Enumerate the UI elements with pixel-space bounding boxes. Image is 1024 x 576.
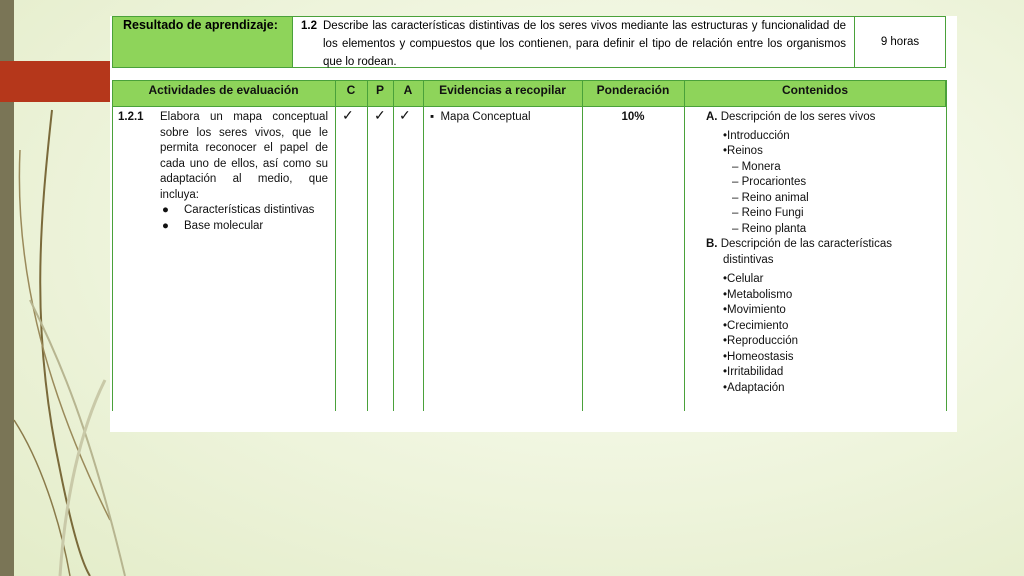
th-activities: Actividades de evaluación <box>148 83 299 97</box>
contents-item: •Introducción <box>723 129 790 142</box>
col-line <box>367 80 368 411</box>
contents-item: •Metabolismo <box>723 288 793 301</box>
activity-item: ● Características distintivas <box>162 204 315 216</box>
contents-item: •Reinos <box>723 145 763 157</box>
a-check: ✓ <box>399 107 411 123</box>
contents-a-title: A. Descripción de los seres vivos <box>706 111 876 123</box>
col-line <box>335 80 336 411</box>
activity-cell <box>160 110 328 234</box>
col-line <box>393 80 394 411</box>
th-c: C <box>346 83 356 97</box>
contents-item: •Homeostasis <box>723 350 794 363</box>
p-check: ✓ <box>374 107 386 123</box>
document-image <box>110 16 957 432</box>
contents-subitem: – Monera <box>732 160 781 173</box>
learning-outcome-header <box>112 16 946 68</box>
contents-b-title: B. Descripción de las características <box>706 238 892 250</box>
contents-item: •Crecimiento <box>723 319 789 332</box>
contents-subitem: – Reino planta <box>732 222 807 235</box>
contents-subitem: – Reino animal <box>732 191 809 204</box>
contents-subitem: – Procariontes <box>732 176 807 188</box>
col-line <box>582 80 583 411</box>
contents-item: •Adaptación <box>723 381 785 394</box>
col-line <box>946 80 947 411</box>
weight-value: 10% <box>621 111 645 123</box>
th-a: A <box>403 83 413 97</box>
th-weight: Ponderación <box>596 83 670 97</box>
contents-b-title-cont: distintivas <box>723 253 774 266</box>
activity-number: 1.2.1 <box>118 111 144 123</box>
contents-item: •Irritabilidad <box>723 366 784 378</box>
evaluation-table <box>112 80 946 411</box>
contents-item: •Reproducción <box>723 335 798 347</box>
col-line <box>423 80 424 411</box>
col-line <box>684 80 685 411</box>
learning-outcome-label: Resultado de aprendizaje: <box>113 17 293 67</box>
th-contents: Contenidos <box>782 83 848 97</box>
th-p: P <box>375 83 384 97</box>
evidence-cell <box>430 110 578 126</box>
activity-item: ● Base molecular <box>162 219 264 232</box>
th-evidence: Evidencias a recopilar <box>439 83 566 97</box>
contents-subitem: – Reino Fungi <box>732 207 804 219</box>
hours-cell: 9 horas <box>880 36 920 48</box>
learning-outcome-description <box>293 17 855 67</box>
col-line <box>112 80 113 411</box>
contents-cell <box>706 110 942 396</box>
contents-item: •Movimiento <box>723 304 786 316</box>
red-accent-tab <box>0 61 110 102</box>
c-check: ✓ <box>342 107 354 123</box>
evidence-text: Mapa Conceptual <box>440 111 531 123</box>
learning-outcome-number: 1.2 <box>301 20 317 32</box>
activity-text: Elabora un mapa conceptual sobre los seres vivos, que le permita reconocer el papel de cada uno de ellos, así como su adaptación al medio, que incluya: <box>160 111 328 201</box>
evidence-bullet: ▪ <box>430 111 435 123</box>
contents-item: •Celular <box>723 273 764 285</box>
learning-outcome-text: Describe las características distintivas de los seres vivos mediante las estructuras y funcionalidad de los elementos y compuestos que los contienen, para definir el tipo de relación entre los organismos que lo rodean. <box>323 20 846 68</box>
